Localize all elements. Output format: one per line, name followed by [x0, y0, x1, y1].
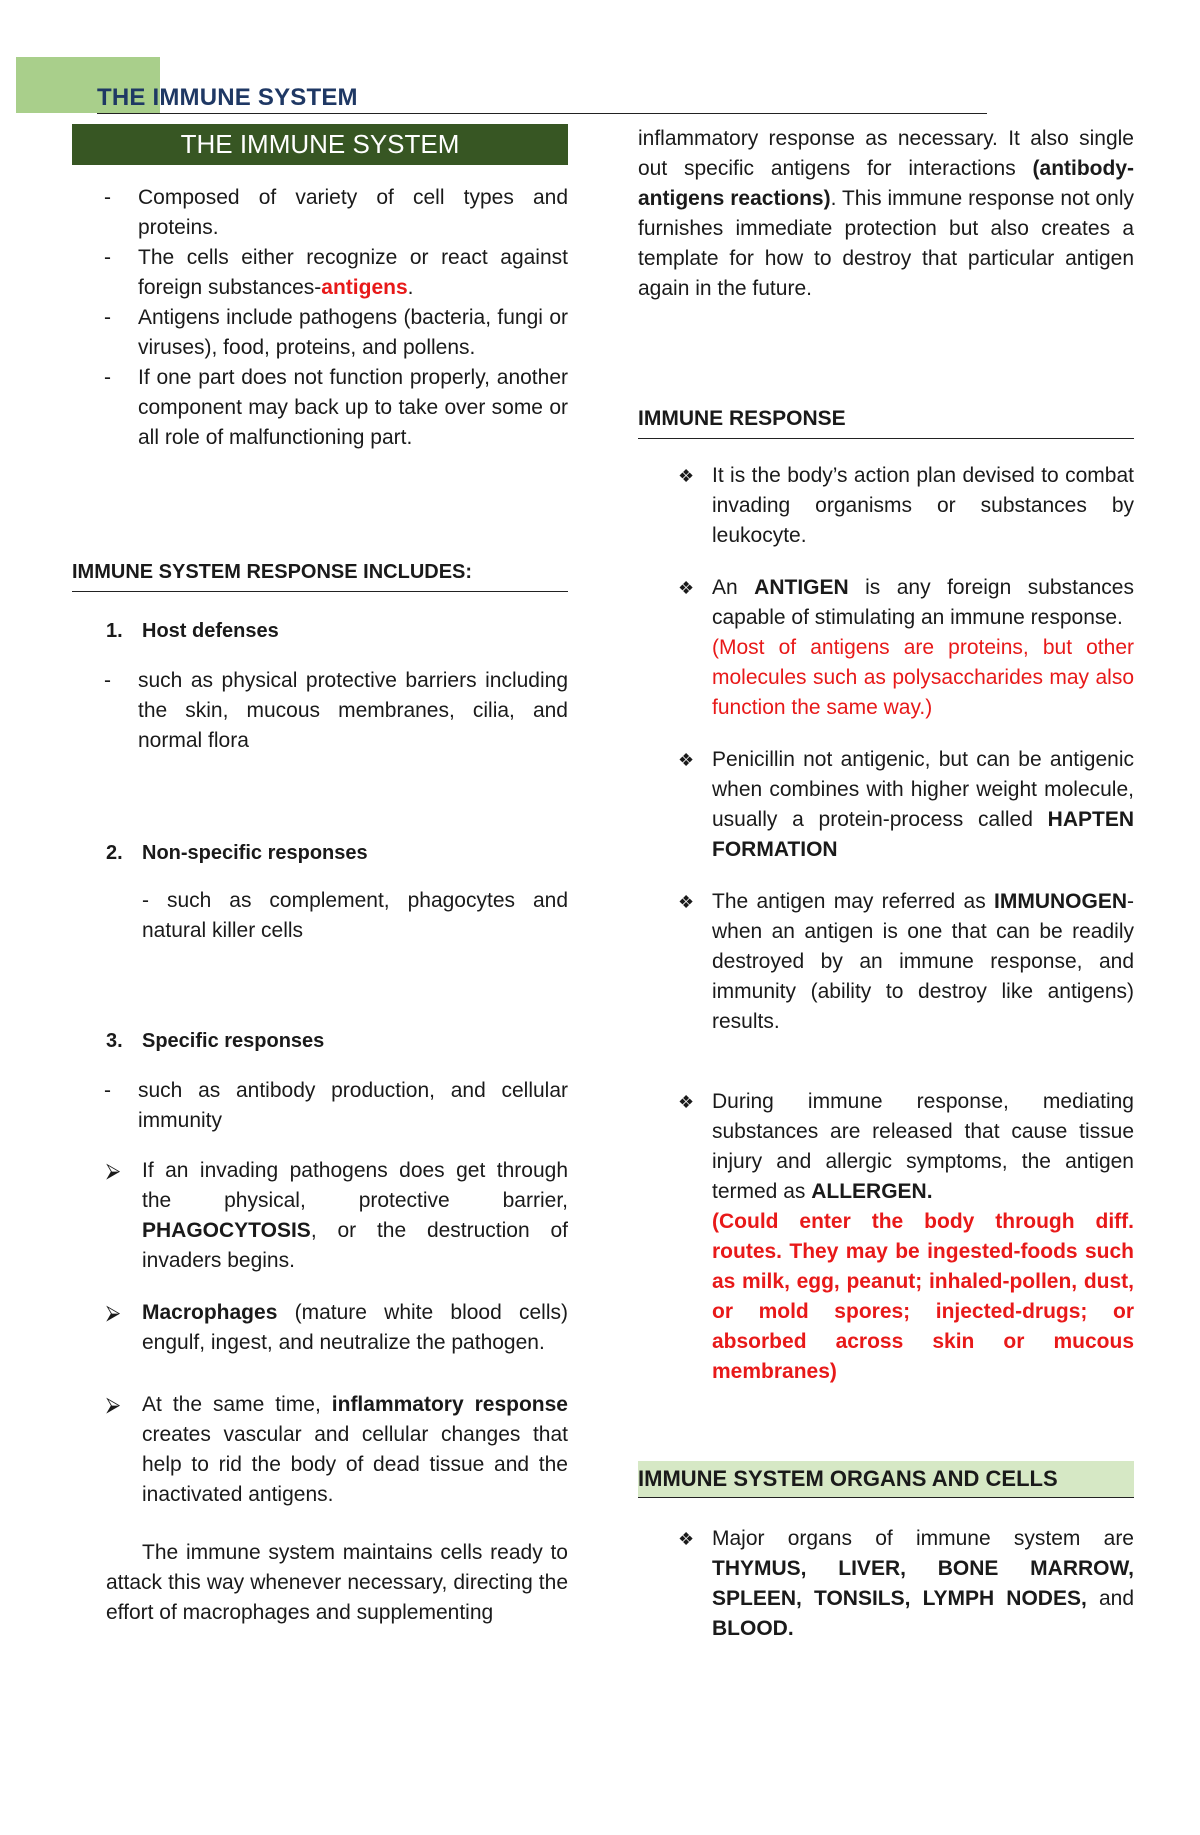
header-rule — [97, 113, 987, 114]
list-item: - The cells either recognize or react against foreign substances-antigens. — [72, 243, 568, 303]
running-header-title: THE IMMUNE SYSTEM — [97, 84, 358, 111]
arrow-marker-icon: ⮚ — [106, 1160, 121, 1182]
dash-marker: - — [104, 366, 111, 389]
arrow-item-macrophages: ⮚ Macrophages (mature white blood cells) engulf, ingest, and neutralize the pathogen. — [72, 1298, 568, 1358]
arrow-marker-icon: ⮚ — [106, 1302, 121, 1324]
list-item: - such as antibody production, and cellular immunity — [72, 1076, 568, 1136]
list-item: - If one part does not function properly, another component may back up to take over some or all role of malfunctioning part. — [72, 363, 568, 453]
antigens-highlight: antigens — [321, 276, 408, 299]
numbered-item-specific: 3. Specific responses — [106, 1030, 325, 1052]
diamond-item: ❖ An ANTIGEN is any foreign substances capable of stimulating an immune response. (Most of antigens are proteins, but other molecules such as polysaccharides may also function the same way.) — [638, 573, 1134, 723]
diamond-item: ❖ Major organs of immune system are THYMUS, LIVER, BONE MARROW, SPLEEN, TONSILS, LYMPH NODES, and BLOOD. — [638, 1524, 1134, 1644]
continuation-paragraph: inflammatory response as necessary. It also single out specific antigens for interactions (antibody-antigens reactions). This immune response not only furnishes immediate protection but also creates a template for how to destroy that particular antigen again in the future. — [638, 127, 1134, 300]
diamond-item: ❖ During immune response, mediating substances are released that cause tissue injury and allergic symptoms, the antigen termed as ALLERGEN. (Could enter the body through diff. routes. They may be ingested-foods such as milk, egg, peanut; inhaled-pollen, dust, or mold spores; injected-drugs; or absorbed across skin or mucous membranes) — [638, 1087, 1134, 1387]
diamond-bullet-icon: ❖ — [678, 750, 695, 770]
dash-marker: - — [104, 186, 111, 209]
diamond-bullet-icon: ❖ — [678, 1529, 695, 1549]
numbered-item-host-defenses: 1. Host defenses — [106, 620, 279, 642]
response-includes-heading: IMMUNE SYSTEM RESPONSE INCLUDES: — [72, 557, 568, 592]
diamond-item: ❖ The antigen may referred as IMMUNOGEN- when an antigen is one that can be readily destroyed by an immune response, and immunity (ability to destroy like antigens) results. — [638, 887, 1134, 1037]
non-specific-description: - such as complement, phagocytes and natural killer cells — [142, 889, 568, 942]
closing-paragraph: The immune system maintains cells ready to attack this way whenever necessary, directing the effort of macrophages and supplementing — [106, 1541, 568, 1624]
diamond-bullet-icon: ❖ — [678, 466, 695, 486]
left-column — [72, 124, 568, 1628]
arrow-item-inflammatory: ⮚ At the same time, inflammatory response creates vascular and cellular changes that help to rid the body of dead tissue and the inactivated antigens. — [72, 1390, 568, 1510]
diamond-item: ❖ It is the body’s action plan devised to combat invading organisms or substances by leukocyte. — [638, 461, 1134, 551]
diamond-item: ❖ Penicillin not antigenic, but can be antigenic when combines with higher weight molecule, usually a protein-process called HAPTEN FORMATION — [638, 745, 1134, 865]
numbered-item-non-specific: 2. Non-specific responses — [106, 842, 368, 864]
right-column — [638, 124, 1134, 1644]
dash-marker: - — [104, 669, 111, 692]
dash-marker: - — [104, 1079, 111, 1102]
organs-cells-heading: IMMUNE SYSTEM ORGANS AND CELLS — [638, 1461, 1134, 1498]
diamond-bullet-icon: ❖ — [678, 578, 695, 598]
immune-response-heading: IMMUNE RESPONSE — [638, 404, 1134, 439]
list-item: - Antigens include pathogens (bacteria, fungi or viruses), food, proteins, and pollens. — [72, 303, 568, 363]
list-item: - Composed of variety of cell types and proteins. — [72, 183, 568, 243]
list-item: - such as physical protective barriers including the skin, mucous membranes, cilia, and normal flora — [72, 666, 568, 756]
section-banner: THE IMMUNE SYSTEM — [72, 124, 568, 165]
dash-marker: - — [104, 306, 111, 329]
dash-marker: - — [104, 246, 111, 269]
arrow-marker-icon: ⮚ — [106, 1394, 121, 1416]
diamond-bullet-icon: ❖ — [678, 1092, 695, 1112]
diamond-bullet-icon: ❖ — [678, 892, 695, 912]
arrow-item-phagocytosis: ⮚ If an invading pathogens does get through the physical, protective barrier, PHAGOCYTOSIS, or the destruction of invaders begins. — [72, 1156, 568, 1276]
